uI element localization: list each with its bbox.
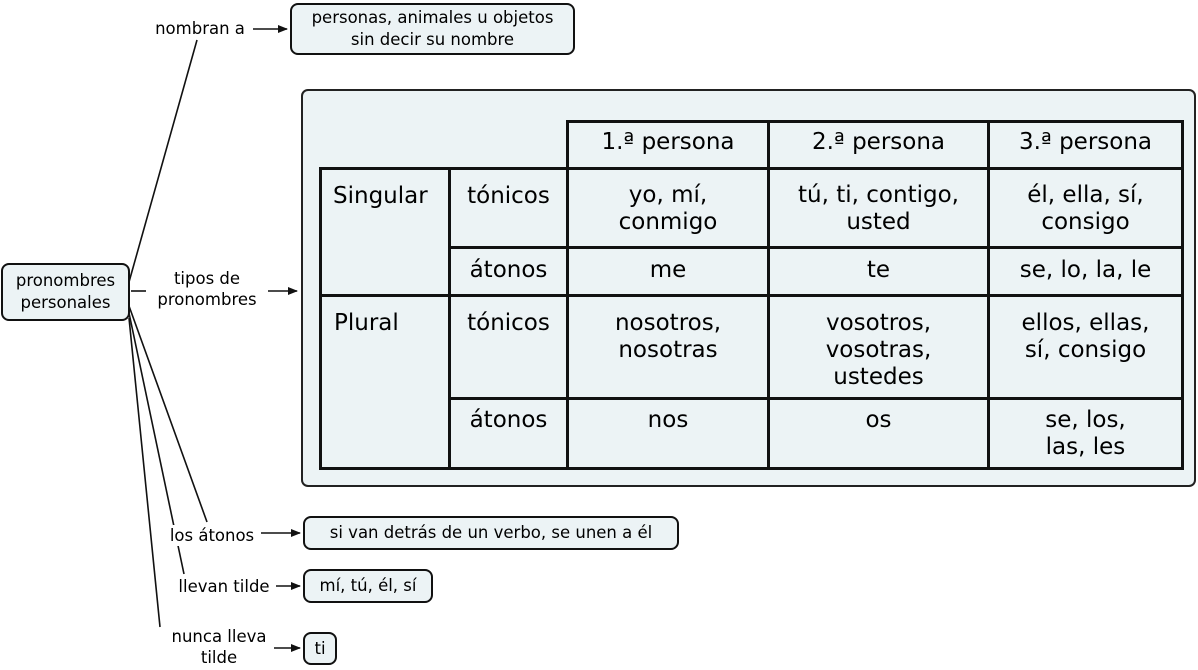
cell-plural-tonicos-3: ellos, ellas, sí, consigo — [1021, 310, 1150, 363]
cell-singular-tonicos-2: tú, ti, contigo, usted — [798, 182, 959, 235]
line-to-atonos — [129, 306, 207, 522]
table-rule — [1181, 120, 1184, 470]
cell-plural-atonos-2: os — [865, 407, 892, 433]
label-nunca: nunca lleva tilde — [164, 626, 274, 668]
header-2-persona: 2.ª persona — [811, 129, 946, 155]
cell-singular-tonicos-1: yo, mí, conmigo — [618, 182, 718, 235]
header-1-persona: 1.ª persona — [601, 129, 735, 155]
header-3-persona: 3.ª persona — [1018, 129, 1153, 155]
line-to-nombran — [129, 40, 197, 282]
node-tilde-target[interactable]: mí, tú, él, sí — [303, 569, 433, 603]
group-plural: Plural — [334, 310, 399, 336]
central-node[interactable]: pronombres personales — [1, 263, 130, 321]
type-singular-atonos: átonos — [469, 257, 548, 283]
label-nombran: nombran a — [148, 18, 252, 39]
type-plural-tonicos: tónicos — [467, 310, 550, 336]
cell-plural-tonicos-1: nosotros, nosotras — [614, 310, 722, 363]
label-atonos: los átonos — [163, 525, 261, 546]
cell-singular-atonos-3: se, lo, la, le — [1019, 257, 1152, 283]
cell-singular-atonos-1: me — [649, 257, 687, 283]
cell-singular-tonicos-3: él, ella, sí, consigo — [1027, 182, 1144, 235]
type-plural-atonos: átonos — [469, 407, 548, 433]
node-nombran-target[interactable]: personas, animales u objetos sin decir su nombre — [290, 3, 575, 55]
label-tilde: llevan tilde — [172, 576, 276, 597]
label-tipos: tipos de pronombres — [146, 268, 268, 310]
cell-plural-atonos-1: nos — [647, 407, 689, 433]
cell-singular-atonos-2: te — [866, 257, 891, 283]
type-singular-tonicos: tónicos — [467, 183, 550, 209]
group-singular: Singular — [333, 183, 428, 209]
node-nunca-target[interactable]: ti — [303, 632, 337, 665]
cell-plural-tonicos-2: vosotros, vosotras, ustedes — [825, 310, 932, 390]
node-atonos-target[interactable]: si van detrás de un verbo, se unen a él — [303, 516, 679, 550]
cell-plural-atonos-3: se, los, las, les — [1045, 407, 1126, 460]
line-to-nunca — [129, 318, 160, 627]
